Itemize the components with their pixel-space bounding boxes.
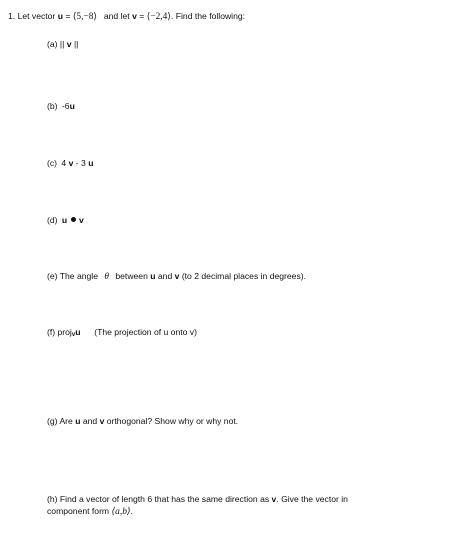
proj-operator: proj: [57, 327, 72, 337]
equals-sign-2: =: [139, 11, 145, 21]
part-e: [47, 271, 306, 283]
and-let-text: and let: [103, 11, 130, 21]
part-f-note: (The projection of u onto v): [94, 327, 197, 337]
part-d-vector-v: v: [78, 215, 84, 225]
part-c-coef1: 4: [61, 158, 67, 168]
part-h-vector: v: [271, 494, 277, 504]
part-h-text3: component form: [47, 506, 110, 516]
part-h-period: .: [130, 506, 133, 516]
instruction-text: . Find the following:: [171, 11, 246, 21]
part-e-vector-u: u: [150, 271, 156, 281]
part-d: [47, 215, 84, 226]
part-h-label: (h): [47, 494, 58, 504]
part-d-label: (d): [47, 215, 58, 225]
part-c-label: (c): [47, 158, 58, 168]
part-c-vector-u: u: [88, 158, 94, 168]
part-e-label: (e): [47, 271, 58, 281]
part-e-text1: The angle: [59, 271, 98, 281]
vector-v-symbol: v: [132, 11, 137, 21]
part-g: [47, 416, 238, 427]
part-b-vector: u: [69, 101, 75, 111]
dot-product-icon: [71, 217, 76, 222]
part-g-vector-u: u: [75, 416, 81, 426]
vector-u-symbol: u: [57, 11, 63, 21]
intro-text: Let vector: [17, 11, 56, 21]
part-f: [47, 327, 197, 338]
part-c-vector-v: v: [68, 158, 74, 168]
norm-close-bars: ||: [73, 39, 79, 49]
part-c-minus: -: [75, 158, 79, 168]
proj-subscript: v: [71, 332, 76, 338]
part-b-label: (b): [47, 101, 58, 111]
part-h-continued: [47, 506, 133, 518]
part-h-text2: . Give the vector in: [276, 494, 348, 504]
part-g-text2: orthogonal? Show why or why not.: [106, 416, 239, 426]
part-h-text1: Find a vector of length 6 that has the same direction as: [59, 494, 270, 504]
problem-number: 1.: [8, 11, 16, 21]
part-c: [47, 158, 93, 169]
equals-sign: =: [65, 11, 71, 21]
part-g-vector-v: v: [99, 416, 105, 426]
vector-u-value: ⟨5,−8⟩: [72, 12, 98, 22]
part-g-text1: Are: [59, 416, 73, 426]
part-d-vector-u: u: [61, 215, 68, 225]
part-g-label: (g): [47, 416, 58, 426]
part-b-scalar: -6: [61, 101, 70, 111]
vector-v-value: ⟨−2,4⟩: [146, 12, 171, 22]
problem-statement: [8, 11, 245, 23]
part-f-label: (f): [47, 327, 56, 337]
component-form: ⟨a,b⟩: [111, 507, 131, 517]
part-e-vector-v: v: [174, 271, 180, 281]
theta-symbol: θ: [104, 272, 109, 282]
part-e-text3: (to 2 decimal places in degrees).: [181, 271, 307, 281]
norm-open-bars: ||: [59, 39, 65, 49]
part-a-label: (a): [47, 39, 58, 49]
part-a: [47, 39, 78, 50]
part-e-and: and: [157, 271, 173, 281]
part-a-vector: v: [66, 39, 72, 49]
part-c-coef2: 3: [81, 158, 86, 168]
part-b: [47, 101, 75, 112]
part-e-text2: between: [115, 271, 148, 281]
part-g-and: and: [82, 416, 98, 426]
part-f-vector: u: [75, 327, 81, 337]
part-h: [47, 494, 348, 505]
